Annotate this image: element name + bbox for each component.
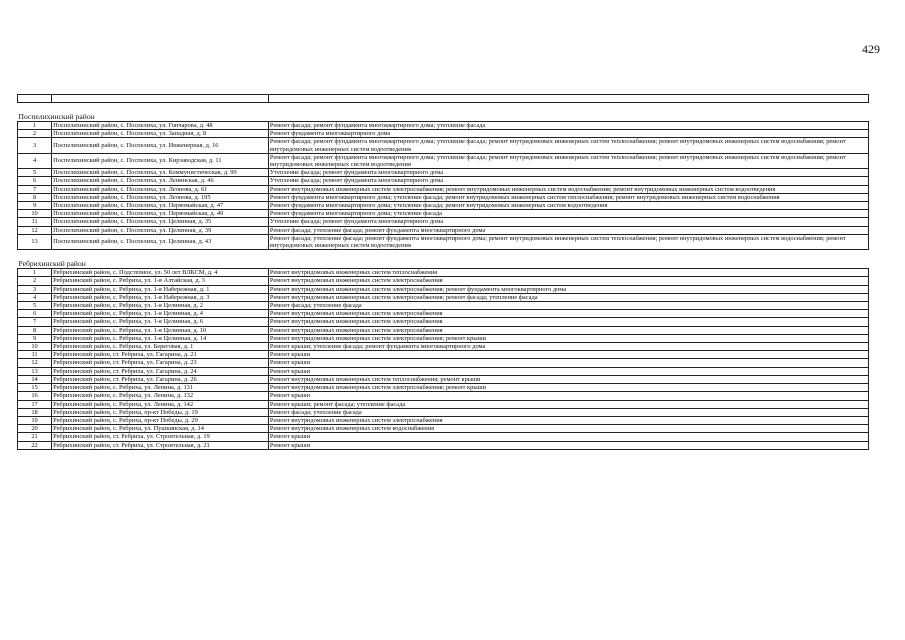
- table-row: [18, 177, 869, 185]
- row-works: Ремонт крыши: [268, 441, 868, 449]
- page-number: 429: [862, 42, 880, 56]
- row-number: 17: [18, 400, 52, 408]
- row-address: Поспелихинский район, с. Поспелиха, ул. Западная, д. 8: [52, 130, 269, 138]
- table-row: [18, 318, 869, 326]
- table-row: [18, 269, 869, 277]
- row-works: Ремонт внутридомовых инженерных систем теплоснабжения; ремонт крыши: [268, 375, 868, 383]
- row-number: 11: [18, 218, 52, 226]
- row-address: Поспелихинский район, с. Поспелиха, ул. Целинная, д. 43: [52, 234, 269, 249]
- row-works: Ремонт фасада; утепление фасада; ремонт фундамента многоквартирного дома; ремонт внутридомовых инженерных систем теплоснабжения; ремонт внутридомовых инженерных систем водоснабжения; ремонт внутридомовых инженерных систем водоотведения: [268, 234, 868, 249]
- table-row: [18, 293, 869, 301]
- row-works: Ремонт фасада; утепление фасада; ремонт фундамента многоквартирного дома: [268, 226, 868, 234]
- table-row: [18, 202, 869, 210]
- row-address: Ребрихинский район, с. Ребриха, ул. Береговая, д. 1: [52, 343, 269, 351]
- row-number: 7: [18, 318, 52, 326]
- row-works: Ремонт внутридомовых инженерных систем электроснабжения: [268, 326, 868, 334]
- row-number: 13: [18, 367, 52, 375]
- table-row: [18, 138, 869, 153]
- table-row: [18, 226, 869, 234]
- row-address: Ребрихинский район, с. Ребриха, ул. 1-я Целинная, д. 14: [52, 334, 269, 342]
- table-row: [18, 153, 869, 168]
- row-address: Поспелихинский район, с. Поспелиха, ул. Коммунистическая, д. 99: [52, 169, 269, 177]
- row-address: Поспелихинский район, с. Поспелиха, ул. Первомайская, д. 49: [52, 210, 269, 218]
- row-address: Ребрихинский район, с. Ребриха, ул. 1-я Целинная, д. 6: [52, 318, 269, 326]
- row-works: Утепление фасада; ремонт фундамента многоквартирного дома: [268, 169, 868, 177]
- table-row: [18, 326, 869, 334]
- row-works: Ремонт фундамента многоквартирного дома: [268, 130, 868, 138]
- row-number: 9: [18, 334, 52, 342]
- row-number: 3: [18, 285, 52, 293]
- table-row: [18, 416, 869, 424]
- row-number: 6: [18, 177, 52, 185]
- row-works: Ремонт внутридомовых инженерных систем теплоснабжения: [268, 269, 868, 277]
- row-works: Ремонт внутридомовых инженерных систем электроснабжения; ремонт внутридомовых инженерных систем водоснабжения; ремонт внутридомовых инженерных систем водоотведения: [268, 185, 868, 193]
- row-number: 2: [18, 130, 52, 138]
- row-number: 15: [18, 384, 52, 392]
- row-address: Поспелихинский район, с. Поспелиха, ул. Леонова, д. 61: [52, 185, 269, 193]
- section-header-row: [18, 103, 869, 122]
- section-title: Ребрихинский район: [18, 250, 869, 269]
- repair-works-table: [17, 94, 869, 450]
- table-row: [18, 302, 869, 310]
- row-number: 8: [18, 193, 52, 201]
- row-address: Поспелихинский район, с. Поспелиха, ул. Леонова, д. 195: [52, 193, 269, 201]
- row-works: Ремонт фасада; утепление фасада: [268, 408, 868, 416]
- row-works: Ремонт внутридомовых инженерных систем электроснабжения; ремонт фундамента многоквартирного дома: [268, 285, 868, 293]
- row-works: Ремонт крыши: [268, 351, 868, 359]
- row-works: Ремонт внутридомовых инженерных систем электроснабжения: [268, 310, 868, 318]
- row-works: Ремонт фасада; ремонт фундамента многоквартирного дома; утепление фасада; ремонт внутридомовых инженерных систем теплоснабжения; ремонт внутридомовых инженерных систем водоснабжения; ремонт внутридомовых инженерных систем водоотведения: [268, 153, 868, 168]
- table-row: [18, 193, 869, 201]
- table-row: [18, 359, 869, 367]
- section-title: Поспелихинский район: [18, 103, 869, 122]
- row-number: 18: [18, 408, 52, 416]
- row-number: 12: [18, 359, 52, 367]
- row-address: Поспелихинский район, с. Поспелиха, ул. Инженерная, д. 16: [52, 138, 269, 153]
- table-row: [18, 277, 869, 285]
- row-number: 2: [18, 277, 52, 285]
- table-row: [18, 441, 869, 449]
- row-address: Поспелихинский район, с. Поспелиха, ул. Целинная, д. 35: [52, 218, 269, 226]
- row-works: Утепление фасада; ремонт фундамента многоквартирного дома: [268, 177, 868, 185]
- table-row: [18, 367, 869, 375]
- row-number: 10: [18, 343, 52, 351]
- row-works: Ремонт фундамента многоквартирного дома; утепление фасада: [268, 210, 868, 218]
- table-body: [18, 95, 869, 450]
- row-address: Поспелихинский район, с. Поспелиха, ул. Ленинская, д. 46: [52, 177, 269, 185]
- row-address: Ребрихинский район, ст. Ребриха, ул. Строительная, д. 19: [52, 433, 269, 441]
- row-number: 20: [18, 425, 52, 433]
- row-number: 13: [18, 234, 52, 249]
- table-row: [18, 169, 869, 177]
- row-number: 16: [18, 392, 52, 400]
- row-works: Ремонт внутридомовых инженерных систем электроснабжения: [268, 318, 868, 326]
- row-works: Ремонт крыши: [268, 392, 868, 400]
- header-continuation-row: [18, 95, 869, 103]
- row-number: 11: [18, 351, 52, 359]
- table-row: [18, 218, 869, 226]
- row-works: Ремонт крыши: [268, 359, 868, 367]
- row-address: Ребрихинский район, с. Ребриха, пр-кт Победы, д. 19: [52, 408, 269, 416]
- row-number: 12: [18, 226, 52, 234]
- table-row: [18, 210, 869, 218]
- row-works: Ремонт внутридомовых инженерных систем электроснабжения; ремонт крыши: [268, 384, 868, 392]
- row-number: 8: [18, 326, 52, 334]
- table-row: [18, 375, 869, 383]
- row-number: 4: [18, 293, 52, 301]
- row-works: Ремонт фасада; ремонт фундамента многоквартирного дома; утепление фасада; ремонт внутридомовых инженерных систем теплоснабжения; ремонт внутридомовых инженерных систем водоснабжения; ремонт внутридомовых инженерных систем водоотведения: [268, 138, 868, 153]
- table-row: [18, 384, 869, 392]
- row-works: Ремонт фасада; ремонт фундамента многоквартирного дома; утепление фасада: [268, 122, 868, 130]
- row-address: Ребрихинский район, ст. Ребриха, ул. Гагарина, д. 23: [52, 359, 269, 367]
- table-row: [18, 433, 869, 441]
- row-address: Поспелихинский район, с. Поспелиха, ул. Первомайская, д. 47: [52, 202, 269, 210]
- table-row: [18, 400, 869, 408]
- row-works: Ремонт фундамента многоквартирного дома; утепление фасада; ремонт внутридомовых инженерных систем водоотведения: [268, 202, 868, 210]
- row-number: 21: [18, 433, 52, 441]
- row-number: 3: [18, 138, 52, 153]
- table-row: [18, 285, 869, 293]
- row-number: 1: [18, 122, 52, 130]
- row-address: Ребрихинский район, с. Ребриха, ул. Ленина, д. 131: [52, 384, 269, 392]
- row-address: Поспелихинский район, с. Поспелиха, ул. Гончарова, д. 48: [52, 122, 269, 130]
- row-number: 22: [18, 441, 52, 449]
- row-works: Ремонт крыши; утепление фасада; ремонт фундамента многоквартирного дома: [268, 343, 868, 351]
- row-number: 4: [18, 153, 52, 168]
- table-row: [18, 234, 869, 249]
- table-row: [18, 408, 869, 416]
- table-row: [18, 425, 869, 433]
- section-header-row: [18, 250, 869, 269]
- row-address: Ребрихинский район, с. Ребриха, ул. 1-я Алтайская, д. 3: [52, 277, 269, 285]
- row-works: Ремонт внутридомовых инженерных систем электроснабжения; ремонт крыши: [268, 334, 868, 342]
- table-row: [18, 130, 869, 138]
- row-address: Ребрихинский район, с. Ребриха, ул. 1-я Набережная, д. 3: [52, 293, 269, 301]
- row-address: Ребрихинский район, с. Ребриха, пр-кт Победы, д. 29: [52, 416, 269, 424]
- row-number: 6: [18, 310, 52, 318]
- table-row: [18, 351, 869, 359]
- row-works: Ремонт крыши; ремонт фасада; утепление фасада: [268, 400, 868, 408]
- table-row: [18, 122, 869, 130]
- row-address: Ребрихинский район, с. Ребриха, ул. 1-я Целинная, д. 2: [52, 302, 269, 310]
- row-works: Ремонт фундамента многоквартирного дома; утепление фасада; ремонт внутридомовых инженерных систем теплоснабжения; ремонт внутридомовых инженерных систем водоснабжения: [268, 193, 868, 201]
- row-number: 14: [18, 375, 52, 383]
- row-number: 9: [18, 202, 52, 210]
- row-address: Ребрихинский район, с. Ребриха, ул. 1-я Целинная, д. 10: [52, 326, 269, 334]
- table-row: [18, 185, 869, 193]
- table-row: [18, 343, 869, 351]
- row-address: Ребрихинский район, с. Подстепное, ул. 50 лет ВЛКСМ, д. 4: [52, 269, 269, 277]
- row-works: Ремонт внутридомовых инженерных систем электроснабжения: [268, 416, 868, 424]
- row-address: Ребрихинский район, с. Ребриха, ул. 1-я Целинная, д. 4: [52, 310, 269, 318]
- row-works: Ремонт внутридомовых инженерных систем электроснабжения: [268, 277, 868, 285]
- row-number: 1: [18, 269, 52, 277]
- row-number: 10: [18, 210, 52, 218]
- row-address: Ребрихинский район, ст. Ребриха, ул. Гагарина, д. 26: [52, 375, 269, 383]
- row-works: Ремонт внутридомовых инженерных систем водоснабжения: [268, 425, 868, 433]
- row-number: 7: [18, 185, 52, 193]
- row-works: Ремонт крыши: [268, 367, 868, 375]
- row-number: 5: [18, 302, 52, 310]
- row-address: Ребрихинский район, с. Ребриха, ул. 1-я Набережная, д. 1: [52, 285, 269, 293]
- row-number: 19: [18, 416, 52, 424]
- row-address: Ребрихинский район, с. Ребриха, ул. Ленина, д. 142: [52, 400, 269, 408]
- row-address: Ребрихинский район, ст. Ребриха, ул. Гагарина, д. 24: [52, 367, 269, 375]
- row-address: Ребрихинский район, с. Ребриха, ул. Ленина, д. 132: [52, 392, 269, 400]
- row-number: 5: [18, 169, 52, 177]
- table-row: [18, 334, 869, 342]
- row-address: Поспелихинский район, с. Поспелиха, ул. Целинная, д. 39: [52, 226, 269, 234]
- row-address: Ребрихинский район, ст. Ребриха, ул. Строительная, д. 21: [52, 441, 269, 449]
- row-address: Ребрихинский район, ст. Ребриха, ул. Гагарина, д. 21: [52, 351, 269, 359]
- row-works: Ремонт внутридомовых инженерных систем электроснабжения; ремонт фасада; утепление фасада: [268, 293, 868, 301]
- row-works: Ремонт крыши: [268, 433, 868, 441]
- row-works: Ремонт фасада; утепление фасада: [268, 302, 868, 310]
- table-row: [18, 310, 869, 318]
- row-works: Утепление фасада; ремонт фундамента многоквартирного дома: [268, 218, 868, 226]
- row-address: Ребрихинский район, с. Ребриха, ул. Пушкинская, д. 14: [52, 425, 269, 433]
- row-address: Поспелихинский район, с. Поспелиха, ул. Кирзаводская, д. 11: [52, 153, 269, 168]
- table-row: [18, 392, 869, 400]
